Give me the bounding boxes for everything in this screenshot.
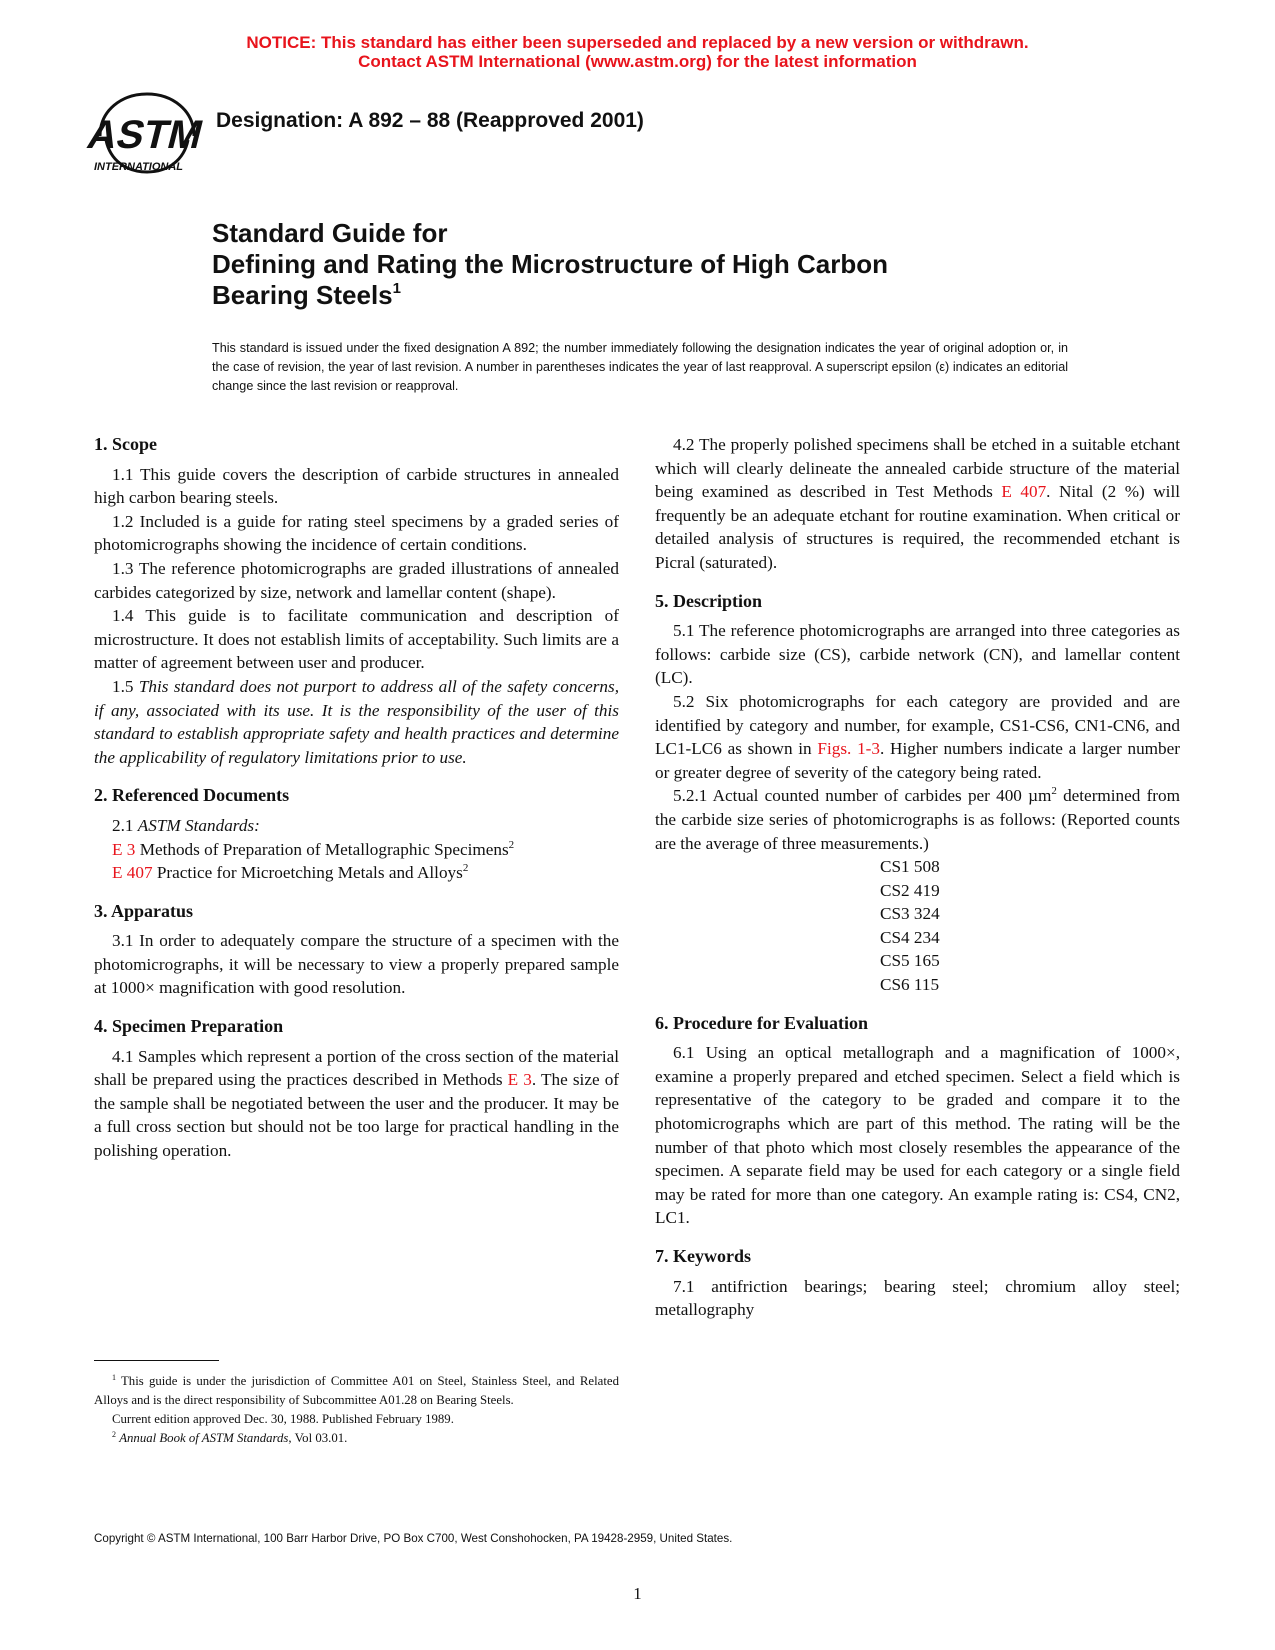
count-value: 165 — [913, 951, 940, 971]
description-p1: 5.1 The reference photomicrographs are arranged into three categories as follows: carbide size (CS), carbide network (CN), and lamellar content (LC). — [655, 621, 1180, 688]
scope-p1: 1.1 This guide covers the description of carbide structures in annealed high carbon bearing steels. — [94, 464, 619, 508]
count-value: 115 — [913, 975, 940, 995]
count-value: 234 — [913, 927, 940, 947]
right-column — [655, 433, 1180, 1322]
section-description — [655, 590, 1180, 997]
reference-e407 — [94, 861, 619, 885]
document-title — [212, 218, 888, 311]
scope-p4: 1.4 This guide is to facilitate communication and description of microstructure. It does not establish limits of acceptability. Such limits are a matter of agreement between user and producer. — [94, 606, 619, 673]
apparatus-p1: 3.1 In order to adequately compare the structure of a specimen with the photomicrographs, it will be necessary to view a properly prepared sample at 1000× magnification with good resolution. — [94, 931, 619, 998]
scope-p3: 1.3 The reference photomicrographs are graded illustrations of annealed carbides categorized by size, network and lamellar content (shape). — [94, 558, 619, 602]
description-p2-text-b: . Higher numbers indicate a larger number or greater degree of severity of the category being rated. — [655, 739, 1180, 782]
footnote-2-text: , Vol 03.01. — [288, 1431, 348, 1445]
description-p2-text-a: 5.2 Six photomicrographs for each category are provided and are identified by category and number, for example, CS1-CS6, CN1-CN6, and LC1-LC6 as shown in — [655, 691, 1180, 759]
left-column — [94, 433, 619, 1163]
section-referenced-documents — [94, 784, 619, 884]
scope-p5-number: 1.5 — [112, 676, 134, 696]
reference-e407-link[interactable]: E 407 — [112, 863, 153, 883]
withdrawal-notice — [0, 33, 1275, 71]
footnote-2-title: Annual Book of ASTM Standards — [119, 1431, 289, 1445]
description-p3-text-a: 5.2.1 Actual counted number of carbides per 400 µm — [673, 786, 1052, 806]
footnote-1-approval: Current edition approved Dec. 30, 1988. Published February 1989. — [112, 1412, 454, 1426]
count-row — [880, 902, 1180, 926]
description-p3 — [655, 784, 1180, 855]
referenced-p1-number: 2.1 — [112, 815, 134, 835]
specimen-p1-link-e3[interactable]: E 3 — [507, 1070, 532, 1090]
keywords-heading: 7. Keywords — [655, 1246, 751, 1266]
referenced-p1 — [94, 814, 619, 838]
scope-p5 — [94, 675, 619, 769]
title-line-3: Bearing Steels — [212, 280, 393, 310]
issued-note: This standard is issued under the fixed designation A 892; the number immediately following the designation indicates the year of original adoption or, in the case of revision, the year of last revision. A number in parentheses indicates the year of last reapproval. A superscript epsilon (ε) indicates an editorial change since the last revision or reapproval. — [212, 341, 1068, 393]
specimen-p2-text-a: 4.2 The properly polished specimens shall be etched in a suitable etchant which will clearly delineate the annealed carbide structure of the material being examined as described in Test Methods — [655, 435, 1180, 502]
description-heading: 5. Description — [655, 590, 762, 611]
reference-e407-title: Practice for Microetching Metals and Alloys — [156, 863, 463, 883]
title-line-2: Defining and Rating the Microstructure of High Carbon — [212, 249, 888, 279]
specimen-p2 — [655, 433, 1180, 575]
count-row — [880, 949, 1180, 973]
referenced-p1-text: ASTM Standards: — [137, 815, 260, 835]
title-footnote-marker: 1 — [392, 280, 401, 297]
footnote-2-marker: 2 — [112, 1430, 116, 1439]
svg-text:ASTM: ASTM — [83, 111, 208, 157]
footnote-2 — [94, 1429, 619, 1448]
count-row — [880, 973, 1180, 997]
specimen-p1-text-b: . The size of the sample shall be negotiated between the user and the producer. It may be a full cross section but should not be too large for practical handling in the polishing operation. — [94, 1070, 620, 1161]
specimen-p2-text-b: . Nital (2 %) will frequently be an adequate etchant for routine examination. When critical or detailed analysis of structures is required, the recommended etchant is Picral (saturated). — [655, 482, 1180, 572]
count-value: 419 — [913, 880, 940, 900]
designation: Designation: A 892 – 88 (Reapproved 2001) — [216, 109, 644, 132]
specimen-p1 — [94, 1045, 619, 1163]
scope-p5-text: This standard does not purport to address all of the safety concerns, if any, associated with its use. It is the responsibility of the user of this standard to establish appropriate safety and health practices and determine the applicability of regulatory limitations prior to use. — [94, 676, 619, 767]
logo-international-text: INTERNATIONAL — [94, 161, 184, 173]
description-p3-text-b: determined from the carbide size series of photomicrographs is as follows: (Reported counts are the average of three measurements.) — [655, 786, 1180, 853]
footnote-1-text: This guide is under the jurisdiction of Committee A01 on Steel, Stainless Steel, and Related Alloys and is the direct responsibility of Subcommittee A01.28 on Bearing Steels. — [94, 1374, 619, 1407]
count-label: CS5 — [880, 951, 910, 971]
count-row — [880, 855, 1180, 879]
section-scope — [94, 433, 619, 769]
count-row — [880, 926, 1180, 950]
specimen-p1-text-a: 4.1 Samples which represent a portion of the cross section of the material shall be prepared using the practices described in Methods — [94, 1046, 619, 1090]
notice-line-2: Contact ASTM International (www.astm.org) for the latest information — [358, 52, 917, 71]
description-p2-link-figs[interactable]: Figs. 1-3 — [817, 739, 880, 759]
copyright-line: Copyright © ASTM International, 100 Barr Harbor Drive, PO Box C700, West Conshohocken, PA 19428-2959, United States. — [94, 1532, 733, 1545]
scope-heading: 1. Scope — [94, 434, 157, 454]
referenced-heading: 2. Referenced Documents — [94, 785, 290, 806]
section-procedure — [655, 1012, 1180, 1230]
procedure-p1: 6.1 Using an optical metallograph and a magnification of 1000×, examine a properly prepared and etched specimen. Select a field which is representative of the category to be graded and compare it to the photomicrographs which are part of this method. The rating will be the number of that photo which most closely resembles the appearance of the specimen. A separate field may be used for each category or a single field may be rated for more than one category. An example rating is: CS4, CN2, LC1. — [655, 1043, 1180, 1228]
footnote-1 — [94, 1372, 619, 1410]
description-p2 — [655, 690, 1180, 784]
count-label: CS4 — [880, 927, 910, 947]
title-line-1: Standard Guide for — [212, 218, 448, 248]
description-p3-sup: 2 — [1051, 785, 1057, 798]
page-number: 1 — [633, 1584, 642, 1603]
count-label: CS2 — [880, 880, 910, 900]
count-value: 324 — [913, 904, 940, 924]
keywords-p1: 7.1 antifriction bearings; bearing steel; chromium alloy steel; metallography — [655, 1276, 1180, 1320]
reference-e407-footnote: 2 — [462, 862, 469, 875]
count-label: CS6 — [880, 975, 910, 995]
footnotes — [94, 1372, 619, 1448]
reference-e3 — [94, 838, 619, 862]
section-keywords — [655, 1245, 1180, 1322]
carbide-count-table — [880, 855, 1180, 997]
scope-p2: 1.2 Included is a guide for rating steel specimens by a graded series of photomicrographs showing the incidence of certain conditions. — [94, 511, 619, 555]
reference-e3-title: Methods of Preparation of Metallographic Specimens — [139, 839, 509, 859]
section-apparatus — [94, 900, 619, 1000]
reference-e3-footnote: 2 — [508, 838, 515, 851]
specimen-heading: 4. Specimen Preparation — [94, 1016, 284, 1037]
apparatus-heading: 3. Apparatus — [94, 900, 194, 921]
count-row — [880, 879, 1180, 903]
count-value: 508 — [913, 857, 940, 877]
section-specimen-preparation — [94, 1015, 619, 1163]
notice-line-1: NOTICE: This standard has either been superseded and replaced by a new version or withdrawn. — [246, 33, 1029, 52]
procedure-heading: 6. Procedure for Evaluation — [655, 1012, 868, 1033]
count-label: CS1 — [880, 857, 910, 877]
astm-logo — [83, 88, 208, 188]
count-label: CS3 — [880, 904, 910, 924]
specimen-p2-link-e407[interactable]: E 407 — [1001, 482, 1047, 502]
reference-e3-link[interactable]: E 3 — [112, 839, 136, 859]
footnote-1-marker: 1 — [112, 1373, 116, 1382]
footnote-divider — [94, 1360, 219, 1361]
